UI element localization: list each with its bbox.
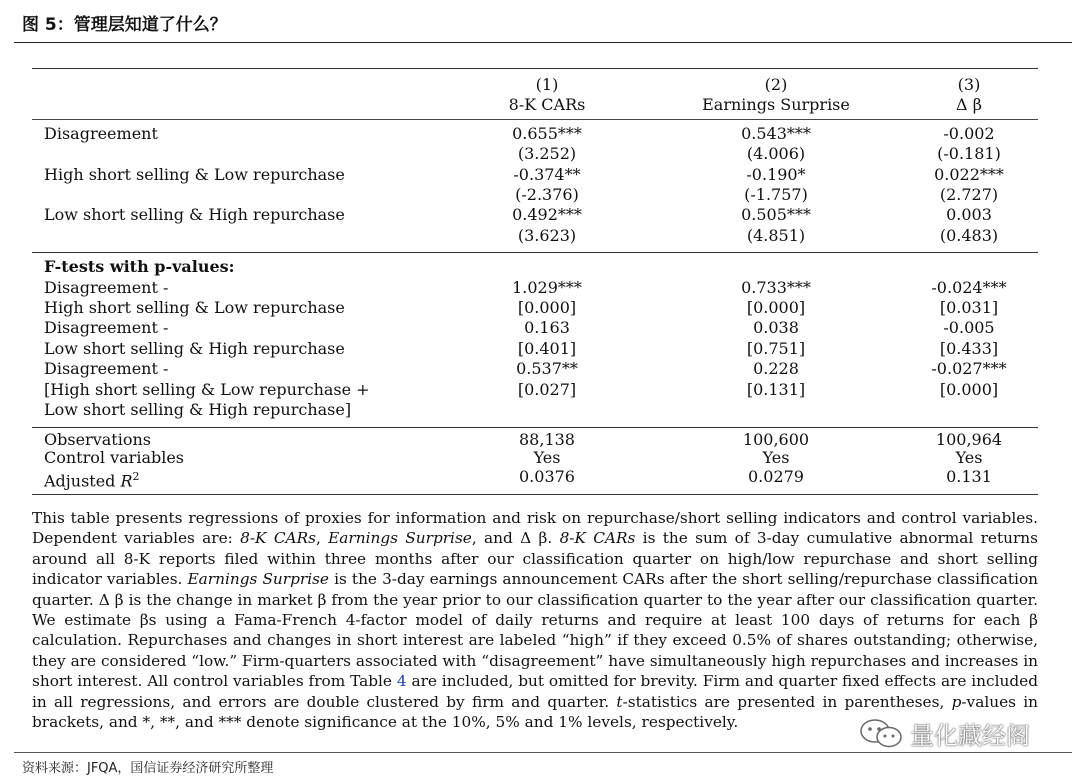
col2-name: Earnings Surprise [652,95,900,119]
cell-value [900,400,1038,427]
table-row [32,298,1038,318]
notes-italic: p [951,692,962,711]
cell-value [442,400,652,427]
cell-value: (-2.376) [515,185,579,205]
table-row [32,226,1038,253]
cell-value: 0.543*** [741,123,811,143]
table-row [32,467,1038,495]
cell-value: Yes [533,447,561,467]
row-label: Disagreement - [44,277,169,297]
notes-text: is the sum of 3-day cumulative abnormal returns around all 8-K reports filed within three months after our classification quarter on high/low repurchase and short selling indicator variables. [32,529,1038,589]
notes-text: This table presents regressions of proxies for information and risk on repurchase/short selling indicators and control variables. Dependent variables are: [32,509,1038,548]
cell-value: 0.038 [753,318,799,338]
watermark [858,716,1030,751]
cell-value: 0.022*** [934,164,1004,184]
cell-value: (-1.757) [744,185,808,205]
col1-number: (1) [442,69,652,96]
wechat-icon [858,718,904,750]
cell-value: 88,138 [442,427,652,449]
table-row [32,278,1038,298]
cell-value: (4.006) [746,144,806,164]
table-row [32,400,1038,427]
notes-text: is the 3-day earnings announcement CARs after the short selling/repurchase classification quarter. Δ β is the change in market β from the year prior to our classification quarter to the year after our classification quarter. We estimate βs using a Fama-French 4-factor model of daily returns and require at least 100 days of returns for each β calculation. Repurchases and changes in short interest are labeled “high” if they exceed 0.5% of shares outstanding; otherwise, they are considered “low.” Firm-quarters associated with “disagreement” have simultaneously high repurchases and increases in short interest. All control variables from Table [32,570,1039,691]
cell-value: (0.483) [939,225,999,245]
notes-italic: Earnings Surprise [187,570,329,589]
col1-name: 8-K CARs [442,95,652,119]
cell-value: Yes [955,447,983,467]
cell-value: 0.0279 [652,467,900,495]
cell-value: (3.252) [517,144,577,164]
title-rule [14,42,1072,43]
table-ref-link[interactable]: 4 [396,672,407,691]
row-label: High short selling & Low repurchase [44,298,345,318]
cell-value: -0.002 [943,123,995,143]
cell-value: [0.433] [939,338,999,358]
cell-value: [0.751] [746,338,806,358]
notes-text: , and Δ β. [471,529,560,548]
row-label: Low short selling & High repurchase [44,205,345,225]
cell-value: -0.024*** [931,277,1007,297]
cell-value: Yes [762,447,790,467]
row-label: Disagreement [44,123,158,143]
cell-value: -0.190* [746,164,806,184]
col3-number: (3) [900,69,1038,96]
table-row [32,119,1038,144]
cell-value: 0.003 [946,205,992,225]
cell-value: [0.131] [746,379,806,399]
table-notes [32,508,1038,732]
table-row [32,339,1038,359]
cell-value: 0.505*** [741,205,811,225]
header-empty-cell [32,69,442,96]
source-rule [14,752,1072,753]
row-label: Disagreement - [44,318,169,338]
table-row [32,427,1038,449]
cell-value: 100,600 [652,427,900,449]
table-row [32,318,1038,338]
cell-value: 1.029*** [512,277,582,297]
cell-value: [0.000] [517,298,577,318]
cell-value: -0.027*** [931,359,1007,379]
cell-value: [0.000] [939,379,999,399]
cell-value: 0.492*** [512,205,582,225]
row-label: Low short selling & High repurchase] [44,400,352,420]
row-label: High short selling & Low repurchase [44,164,345,184]
ftests-title-row [32,253,1038,278]
col2-number: (2) [652,69,900,96]
table-row [32,449,1038,467]
cell-value: -0.005 [943,318,995,338]
cell-value: 0.655*** [512,123,582,143]
cell-value: -0.374** [513,164,581,184]
notes-text: are included, but omitted for brevity. Firm and quarter fixed effects are included in all regressions, and errors are double clustered by firm and quarter. [32,672,1038,711]
cell-value: [0.027] [517,379,577,399]
cell-value: 100,964 [900,427,1038,449]
cell-value: [0.031] [939,298,999,318]
table-row [32,185,1038,205]
row-label: Low short selling & High repurchase [44,338,345,358]
row-label [32,467,442,495]
watermark-text: 量化藏经阁 [910,722,1030,750]
row-label [32,185,442,205]
notes-italic: 8-K CARs [559,529,636,548]
col3-name: Δ β [900,95,1038,119]
cell-value: (4.851) [746,225,806,245]
cell-value: 0.131 [900,467,1038,495]
cell-value: (3.623) [517,225,577,245]
notes-italic: t [616,692,623,711]
table-row [32,380,1038,400]
figure-title: 图 5：管理层知道了什么？ [22,15,227,35]
row-label: Control variables [44,447,185,467]
header-row-names [32,95,1038,119]
adj-r2-var: R [120,470,133,490]
cell-value: [0.000] [746,298,806,318]
notes-text: -statistics are presented in parentheses, [622,692,952,711]
header-row-numbers [32,69,1038,96]
notes-text: , [315,529,329,548]
row-label: [High short selling & Low repurchase + [44,379,370,399]
cell-value: [0.401] [517,338,577,358]
cell-value [652,400,900,427]
row-label: Disagreement - [44,359,169,379]
row-label: Observations [32,427,442,449]
source-note: 资料来源：JFQA，国信证券经济研究所整理 [22,761,274,776]
notes-italic: 8-K CARs [240,529,316,548]
notes-italic: Earnings Surprise [328,529,472,548]
row-label [32,144,442,164]
cell-value: 0.537** [516,359,578,379]
adj-r2-sup: 2 [132,469,140,483]
table-row [32,359,1038,379]
notes-text: -values in brackets, and *, **, and *** denote significance at the 10%, 5% and 1% levels, respectively. [32,692,1039,732]
regression-table [32,68,1038,495]
cell-value: 0.163 [524,318,570,338]
cell-value: (-0.181) [937,144,1001,164]
table-row [32,205,1038,225]
table-row [32,144,1038,164]
header-empty-cell [32,95,442,119]
cell-value: 0.228 [753,359,799,379]
ftests-title: F-tests with p-values: [32,253,1038,278]
cell-value: (2.727) [939,185,999,205]
row-label [32,226,442,253]
table-row [32,165,1038,185]
cell-value: 0.733*** [741,277,811,297]
cell-value: 0.0376 [442,467,652,495]
adj-r2-prefix: Adjusted [44,470,121,490]
